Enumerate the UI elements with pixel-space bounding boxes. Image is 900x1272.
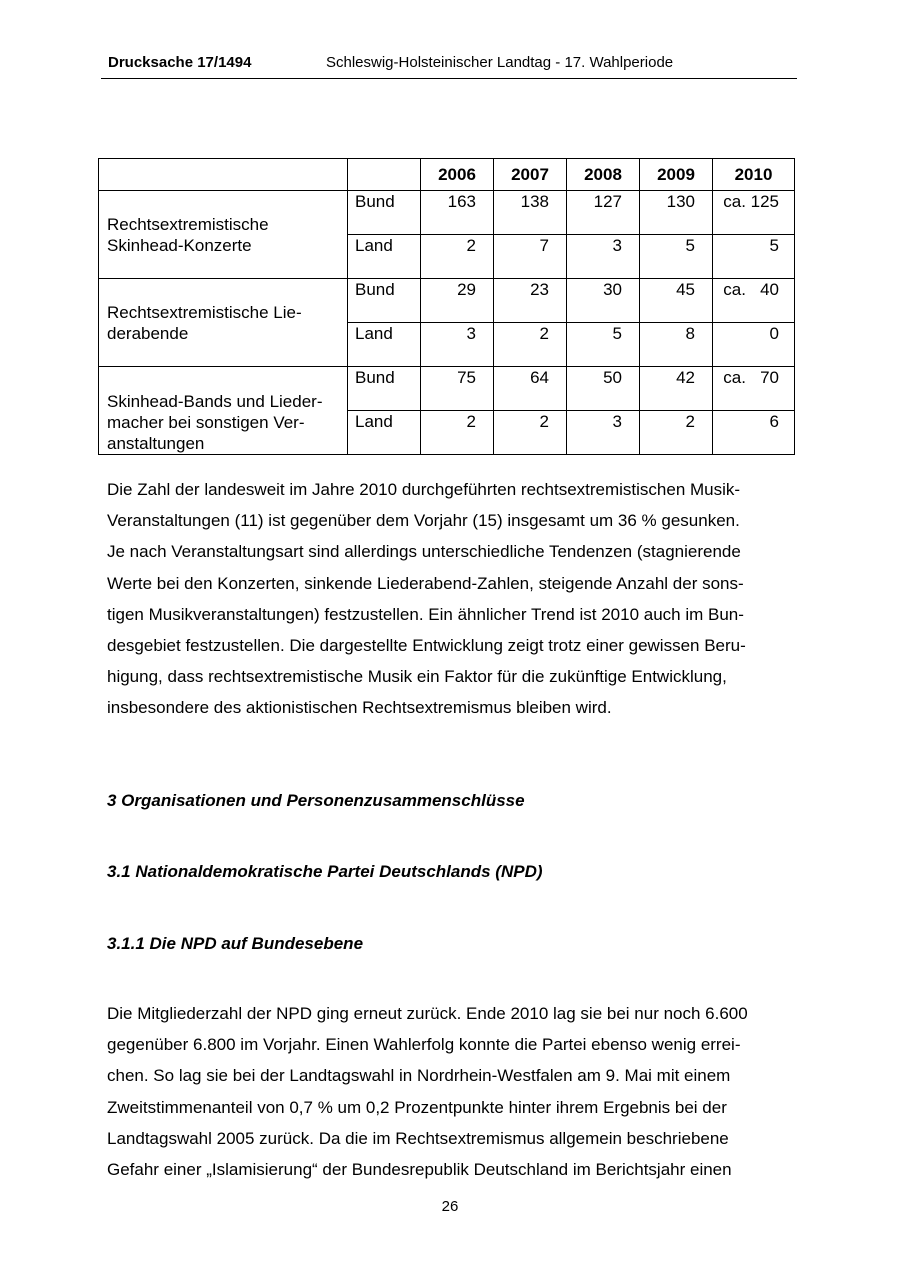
value-cell: 29 <box>421 279 494 323</box>
text-line: desgebiet festzustellen. Die dargestellte Entwicklung zeigt trotz einer gewissen Beru- <box>107 636 746 656</box>
value-cell: 3 <box>567 411 640 455</box>
value-cell: ca. 125 <box>713 191 795 235</box>
text-line: Je nach Veranstaltungsart sind allerdings unterschiedliche Tendenzen (stagnierende <box>107 542 741 562</box>
scope-cell: Land <box>348 411 421 455</box>
scope-cell: Bund <box>348 191 421 235</box>
parliament-title: Schleswig-Holsteinischer Landtag - 17. Wahlperiode <box>326 54 674 71</box>
value-cell: 6 <box>713 411 795 455</box>
header-empty-label <box>99 159 348 191</box>
value-cell: 130 <box>640 191 713 235</box>
value-cell: 2 <box>494 411 567 455</box>
scope-cell: Bund <box>348 367 421 411</box>
table-header-row <box>99 159 795 191</box>
scope-cell: Land <box>348 323 421 367</box>
value-cell: 138 <box>494 191 567 235</box>
row-group-label: Rechtsextremistische Lie- derabende <box>99 279 348 367</box>
row-group-label: Skinhead-Bands und Lieder- macher bei sonstigen Ver- anstaltungen <box>99 367 348 455</box>
value-cell: 7 <box>494 235 567 279</box>
value-cell: 5 <box>567 323 640 367</box>
value-cell: 2 <box>421 235 494 279</box>
text-line: Die Mitgliederzahl der NPD ging erneut zurück. Ende 2010 lag sie bei nur noch 6.600 <box>107 1004 748 1023</box>
text-line: Veranstaltungen (11) ist gegenüber dem Vorjahr (15) insgesamt um 36 % gesunken. <box>107 511 740 531</box>
text-line: Die Zahl der landesweit im Jahre 2010 durchgeführten rechtsextremistischen Musik- <box>107 480 741 499</box>
text-line: gegenüber 6.800 im Vorjahr. Einen Wahlerfolg konnte die Partei ebenso wenig errei- <box>107 1035 741 1055</box>
subsubsection-heading: 3.1.1 Die NPD auf Bundesebene <box>107 934 364 953</box>
value-cell: 3 <box>421 323 494 367</box>
value-cell: 2 <box>421 411 494 455</box>
value-cell: 45 <box>640 279 713 323</box>
value-cell: 75 <box>421 367 494 411</box>
table-row <box>99 191 795 235</box>
paragraph-music-events <box>107 474 797 724</box>
value-cell: 5 <box>640 235 713 279</box>
document-number: Drucksache 17/1494 <box>108 54 252 71</box>
year-header: 2009 <box>640 159 713 191</box>
value-cell: 2 <box>640 411 713 455</box>
page-number: 26 <box>441 1198 459 1215</box>
text-line: insbesondere des aktionistischen Rechtsextremismus bleiben wird. <box>107 698 612 718</box>
subsection-heading: 3.1 Nationaldemokratische Partei Deutschlands (NPD) <box>107 862 543 881</box>
value-cell: 30 <box>567 279 640 323</box>
table-row <box>99 279 795 323</box>
value-cell: 127 <box>567 191 640 235</box>
scope-cell: Land <box>348 235 421 279</box>
text-line: tigen Musikveranstaltungen) festzustellen. Ein ähnlicher Trend ist 2010 auch im Bun- <box>107 604 744 624</box>
value-cell: ca. 40 <box>713 279 795 323</box>
music-events-table <box>98 158 795 455</box>
year-header: 2007 <box>494 159 567 191</box>
value-cell: ca. 70 <box>713 367 795 411</box>
value-cell: 8 <box>640 323 713 367</box>
text-line: chen. So lag sie bei der Landtagswahl in Nordrhein-Westfalen am 9. Mai mit einem <box>107 1066 731 1086</box>
value-cell: 5 <box>713 235 795 279</box>
table-row <box>99 367 795 411</box>
text-line: Gefahr einer „Islamisierung“ der Bundesrepublik Deutschland im Berichtsjahr einen <box>107 1160 732 1180</box>
value-cell: 42 <box>640 367 713 411</box>
value-cell: 64 <box>494 367 567 411</box>
text-line: Werte bei den Konzerten, sinkende Liederabend-Zahlen, steigende Anzahl der sons- <box>107 573 744 593</box>
value-cell: 3 <box>567 235 640 279</box>
value-cell: 0 <box>713 323 795 367</box>
text-line: Landtagswahl 2005 zurück. Da die im Rechtsextremismus allgemein beschriebene <box>107 1128 729 1148</box>
paragraph-npd <box>107 998 797 1185</box>
section-heading: 3 Organisationen und Personenzusammenschlüsse <box>107 791 525 810</box>
value-cell: 163 <box>421 191 494 235</box>
header-empty-scope <box>348 159 421 191</box>
value-cell: 2 <box>494 323 567 367</box>
year-header: 2006 <box>421 159 494 191</box>
scope-cell: Bund <box>348 279 421 323</box>
text-line: Zweitstimmenanteil von 0,7 % um 0,2 Prozentpunkte hinter ihrem Ergebnis bei der <box>107 1097 727 1117</box>
row-group-label: Rechtsextremistische Skinhead-Konzerte <box>99 191 348 279</box>
text-line: higung, dass rechtsextremistische Musik ein Faktor für die zukünftige Entwicklung, <box>107 667 727 687</box>
page-header <box>101 52 797 79</box>
value-cell: 23 <box>494 279 567 323</box>
value-cell: 50 <box>567 367 640 411</box>
year-header: 2010 <box>713 159 795 191</box>
year-header: 2008 <box>567 159 640 191</box>
